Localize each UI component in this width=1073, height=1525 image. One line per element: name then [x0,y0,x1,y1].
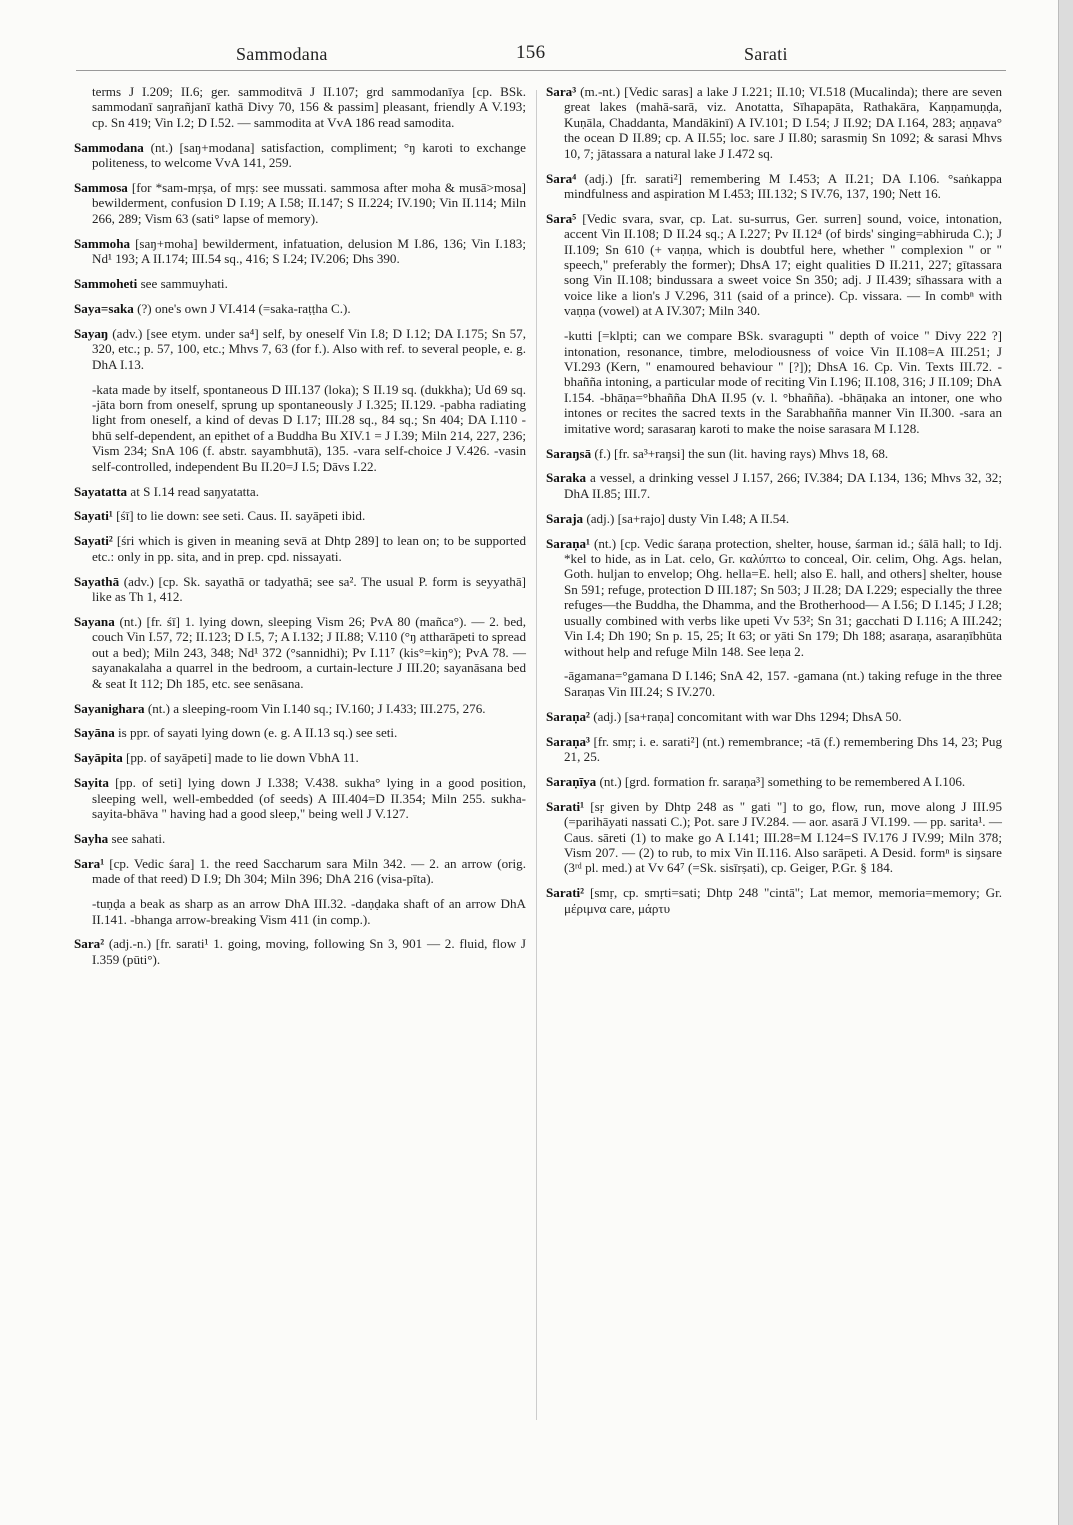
dictionary-entry [74,574,526,605]
entry-definition: -kutti [=klpti; can we compare BSk. svaragupti " depth of voice " Divy 222 ?] intonation, resonance, timbre, melodiousness of voice Vin II.108=A III.251; J VI.293 (Kern, " enamoured behaviour " [?]); DhsA 16. Cp. Vin. Texts III.72. -bhañña intoning, a particular mode of reciting Vin I.196; II.108, 316; J II.109; DhA I.154. -bhāṇa=°bhañña DhA II.95 (v. l. °bhañña). -bhāṇaka an intoner, one who intones or recites the sacred texts in the Sarabhañña manner Vin II.300. -sara an imitative word; sarasaraŋ karoti to make the noise sarasara M I.128. [564,328,1002,436]
column-divider [536,90,537,1420]
dictionary-entry [546,536,1002,659]
entry-definition: [śī] to lie down: see seti. Caus. II. sayāpeti ibid. [112,508,366,524]
dictionary-entry [546,511,1002,526]
entry-definition: see sahati. [108,830,166,846]
entry-headword: Sayita [74,775,109,791]
entry-definition: [Vedic svara, svar, cp. Lat. su-surrus, Ger. surren] sound, voice, intonation, accent Vin II.108; D II.24 sq.; A I.227; Pv II.12⁴ (of birds' singing=abhiruda C.); J II.109; Sn 610 (+ vaṇṇa, which is doubtful here, whether " complexion " or " speech," preferably the former); DhsA 17; eight qualities D II.211, 227; gītassara song Vin II.108; bindussara a sweet voice Sn 350; adj. J II.439; sīhassara with a voice like a lion's J V.296, 311 (said of a prince). Cp. vissara. — In combⁿ with vaṇṇa (vowel) at A IV.307; Miln 340. [564,210,1002,319]
dictionary-entry [74,725,526,740]
entry-headword: Sayāna [74,725,115,741]
entry-headword: Saraja [546,510,584,526]
dictionary-entry [74,936,526,967]
entry-definition: (m.-nt.) [Vedic saras] a lake J I.221; II.10; VI.518 (Mucalinda); there are seven great lakes (mahā-sarā, viz. Anotatta, Sīhapapāta, Rathakāra, Kaṇṇamuṇḍa, Kuṇāla, Chaddanta, Mandākinī) A IV.101; D I.54; J II.92; DA I.164, 283; aṇṇava° the ocean D II.89; cp. A II.55; loc. sare J II.80; sarasmiŋ Sn 1092; & sarasi Mhvs 10, 7; jātassara a natural lake J I.472 sq. [564,84,1002,161]
entry-headword: Sammosa [74,180,128,196]
dictionary-entry [546,328,1002,436]
entry-definition: -kata made by itself, spontaneous D III.137 (loka); S II.19 sq. (dukkha); Ud 69 sq. -jāta born from oneself, sprung up spontaneously J I.325; II.129. -pabha radiating light from oneself, a kind of devas D I.17; III.28 sq., 84 sq.; Sn 404; DA I.110 -bhū self-dependent, an epithet of a Buddha Bu XIV.1 = J I.39; Miln 214, 227, 236; Vism 234; SnA 106 (f. abstr. sayambhutā), 135. -vara self-choice J V.426. -vasin self-controlled, independent Bu II.20=J I.5; Dāvs I.22. [92,381,526,474]
entry-headword: Sammodana [74,139,144,155]
entry-definition: (nt.) a sleeping-room Vin I.140 sq.; IV.160; J I.433; III.275, 276. [144,700,486,716]
dictionary-entry [74,896,526,927]
entry-definition: (?) one's own J VI.414 (=saka-raṭṭha C.). [133,300,351,316]
header-right-word: Sarati [744,44,788,64]
entry-headword: Sayaŋ [74,325,109,341]
dictionary-entry [546,885,1002,916]
dictionary-entry [74,140,526,171]
entry-definition: is ppr. of sayati lying down (e. g. A II.13 sq.) see seti. [114,725,398,741]
dictionary-entry [74,301,526,316]
entry-headword: Sammoheti [74,276,138,292]
right-column [546,84,1002,926]
entry-headword: Sayana [74,613,115,629]
entry-definition: at S I.14 read saŋyatatta. [127,483,260,499]
entry-definition: (adj.) [sa+rajo] dusty Vin I.48; A II.54. [583,510,790,526]
entry-definition: (adv.) [cp. Sk. sayathā or tadyathā; see sa². The usual P. form is seyyathā] like as Th 1, 412. [92,573,526,605]
entry-definition: [sṛ given by Dhtp 248 as " gati "] to go, flow, run, move along J III.95 (=parihāyati nassati C.); Pot. sare J IV.284. — aor. asarā J VI.199. — pp. sarita¹. — Caus. sāreti (1) to make go A I.141; III.28=M I.124=S IV.176 J IV.99; Miln 378; Vism 207. — (2) to rub, to mix Vin II.116. Also sarāpeti. A Desid. formⁿ is siŋsare (3ʳᵈ pl. med.) at Vv 64⁷ (=Sk. sisīrṣati), cp. Geiger, P.Gr. § 184. [564,798,1002,876]
page-number: 156 [516,42,546,63]
entry-definition: (adj.) [fr. sarati²] remembering M I.453; A II.21; DA I.106. °saṅkappa mindfulness and aspiration M I.453; III.132; S IV.76, 137, 190; Nett 16. [564,170,1002,201]
header-left-word: Sammodana [236,44,328,64]
dictionary-entry [74,84,526,130]
entry-definition: a vessel, a drinking vessel J I.157, 266; IV.384; DA I.134, 136; Mhvs 32, 32; DhA II.85; III.7. [564,470,1002,501]
page-edge [1058,0,1073,1525]
dictionary-entry [546,470,1002,501]
entry-definition: see sammuyhati. [137,276,228,292]
dictionary-entry [74,326,526,372]
entry-definition: [śri which is given in meaning sevā at Dhtp 289] to lean on; to be supported etc.: only in pp. sita, and in prep. cpd. nissayati. [92,533,526,564]
dictionary-entry [546,799,1002,876]
entry-headword: Sayati² [74,533,113,549]
dictionary-entry [74,484,526,499]
entry-headword: Sayha [74,830,109,846]
dictionary-entry [74,180,526,226]
entry-definition: [cp. Vedic śara] 1. the reed Saccharum sara Miln 342. — 2. an arrow (orig. made of that reed) D I.9; Dh 304; Miln 396; DhA 216 (visa-pīta). [92,855,526,887]
page-header [76,40,1006,70]
entry-definition: [pp. of sayāpeti] made to lie down VbhA 11. [122,750,359,766]
entry-headword: Sara² [74,936,105,952]
entry-definition: [saŋ+moha] bewilderment, infatuation, delusion M I.86, 136; Vin I.183; Nd¹ 193; A II.174; III.54 sq., 416; S I.24; IV.206; Dhs 390. [92,235,526,267]
entry-definition: (nt.) [cp. Vedic śaraṇa protection, shelter, house, śarman id.; śālā hall; to Idj. *kel to hide, as in Lat. celo, Gr. καλύπτω to conceal, Oir. celim, Ohg. Ags. helan, Goth. huljan to envelop; Ohg. hella=E. hell; also E. hall, and others] shelter, house Sn 591; refuge, protection D III.187; Sn 503; J II.28; DA I.229; especially the three refuges—the Buddha, the Dhamma, and the Brotherhood— A I.56; D I.145; J I.28; usually combined with verbs like upeti Vv 53²; Sn 31; gacchati D I.116; A III.242; Vin I.4; Dh 190; Sn p. 15, 25; It 63; or yāti Sn 179; Dh 188; asaraṇa, asaraṇībhūta without help and refuge Miln 148. See leṇa 2. [564,535,1002,659]
entry-definition: (nt.) [grd. formation fr. saraṇa³] something to be remembered A I.106. [596,773,966,789]
dictionary-entry [74,701,526,716]
entry-definition: (adj.) [sa+raṇa] concomitant with war Dhs 1294; DhsA 50. [589,708,902,724]
dictionary-entry [546,171,1002,202]
entry-headword: Saraṇa² [546,708,590,724]
entry-headword: Sayatatta [74,483,128,499]
entry-definition: -āgamana=°gamana D I.146; SnA 42, 157. -gamana (nt.) taking refuge in the three Saraṇas Vin III.24; S IV.270. [564,668,1002,699]
entry-headword: Saraṇa¹ [546,535,590,551]
dictionary-entry [74,382,526,474]
entry-headword: Sara⁴ [546,170,577,186]
entry-headword: Saraṇa³ [546,733,590,749]
dictionary-entry [74,831,526,846]
entry-definition: (nt.) [fr. śī] 1. lying down, sleeping Vism 26; PvA 80 (mañca°). — 2. bed, couch Vin I.57, 72; II.123; D I.5, 7; A I.132; J II.88; V.110 (°ŋ attharāpeti to spread out a bed); Miln 243, 348; Nd¹ 372 (°sannidhi); Pv I.11⁷ (kis°=kiŋ°); PvA 78. — sayanakalaha a quarrel in the bedroom, a curtain-lecture J III.20; sayanāsana bed & seat It 112; Dh 185, etc. see senāsana. [92,613,526,691]
dictionary-entry [546,211,1002,319]
entry-headword: Sammoha [74,235,131,251]
entry-headword: Sarati¹ [546,798,585,814]
entry-headword: Saya=saka [74,300,134,316]
entry-headword: Sayathā [74,573,120,589]
entry-headword: Sarati² [546,885,585,901]
entry-definition: [smṛ, cp. smṛti=sati; Dhtp 248 "cintā"; Lat memor, memoria=memory; Gr. μέριμνα care, μάρτυ [564,885,1002,916]
dictionary-entry [74,236,526,267]
entry-definition: (f.) [fr. sa³+raŋsi] the sun (lit. having rays) Mhvs 18, 68. [591,445,889,461]
entry-definition: [pp. of seti] lying down J I.338; V.438. sukha° lying in a good position, sleeping well, well-embedded (of seeds) A III.404=D II.354; Miln 255. sukha-sayita-bhāva " having had a good sleep," being well J V.127. [92,775,526,822]
dictionary-entry [74,533,526,564]
entry-definition: (adj.-n.) [fr. sarati¹ 1. going, moving, following Sn 3, 901 — 2. fluid, flow J I.359 (pūti°). [92,936,526,967]
entry-definition: (adv.) [see etym. under sa⁴] self, by oneself Vin I.8; D I.12; DA I.175; Sn 57, 320, etc.; p. 57, 100, etc.; Mhvs 7, 63 (for f.). Also with ref. to several people, e. g. DhA I.13. [92,325,526,372]
entry-headword: Sara³ [546,84,577,99]
entry-headword: Sara⁵ [546,210,577,226]
entry-headword: Sara¹ [74,855,105,871]
dictionary-entry [74,775,526,821]
entry-definition: (nt.) [saŋ+modana] satisfaction, compliment; °ŋ karoti to exchange politeness, to welcome VvA 141, 259. [92,139,526,171]
dictionary-entry [546,709,1002,724]
dictionary-entry [546,734,1002,765]
entry-headword: Sayāpita [74,750,123,766]
dictionary-entry [546,668,1002,699]
entry-headword: Saraŋsā [546,445,592,461]
entry-headword: Saraṇīya [546,773,597,789]
entry-headword: Sayanighara [74,700,145,716]
entry-definition: [for *sam-mṛṣa, of mṛṣ: see mussati. sammosa after moha & musā>mosa] bewilderment, confusion D I.19; A I.58; II.147; S II.224; IV.190; Vin II.114; Miln 266, 289; Vism 63 (sati° lapse of memory). [92,180,526,226]
dictionary-entry [74,508,526,523]
dictionary-entry [74,276,526,291]
left-column [74,84,526,977]
entry-headword: Saraka [546,470,587,486]
header-rule [76,70,1006,71]
dictionary-entry [546,774,1002,789]
entry-definition: terms J I.209; II.6; ger. sammoditvā J II.107; grd sammodanīya [cp. BSk. sammodanī saŋrañjanī kathā Divy 70, 156 & passim] pleasant, friendly A V.193; cp. Sn 419; Vin I.2; D I.52. — sammodita at VvA 186 read samodita. [92,84,526,130]
dictionary-entry [74,856,526,887]
entry-headword: Sayati¹ [74,508,113,524]
entry-definition: [fr. smṛ; i. e. sarati²] (nt.) remembrance; -tā (f.) remembering Dhs 14, 23; Pug 21, 25. [564,733,1002,765]
dictionary-entry [74,750,526,765]
dictionary-entry [546,84,1002,161]
entry-definition: -tuṇḍa a beak as sharp as an arrow DhA III.32. -daṇḍaka shaft of an arrow DhA II.141. -bhanga arrow-breaking Vism 411 (in comp.). [92,896,526,927]
dictionary-entry [74,614,526,691]
dictionary-entry [546,446,1002,461]
